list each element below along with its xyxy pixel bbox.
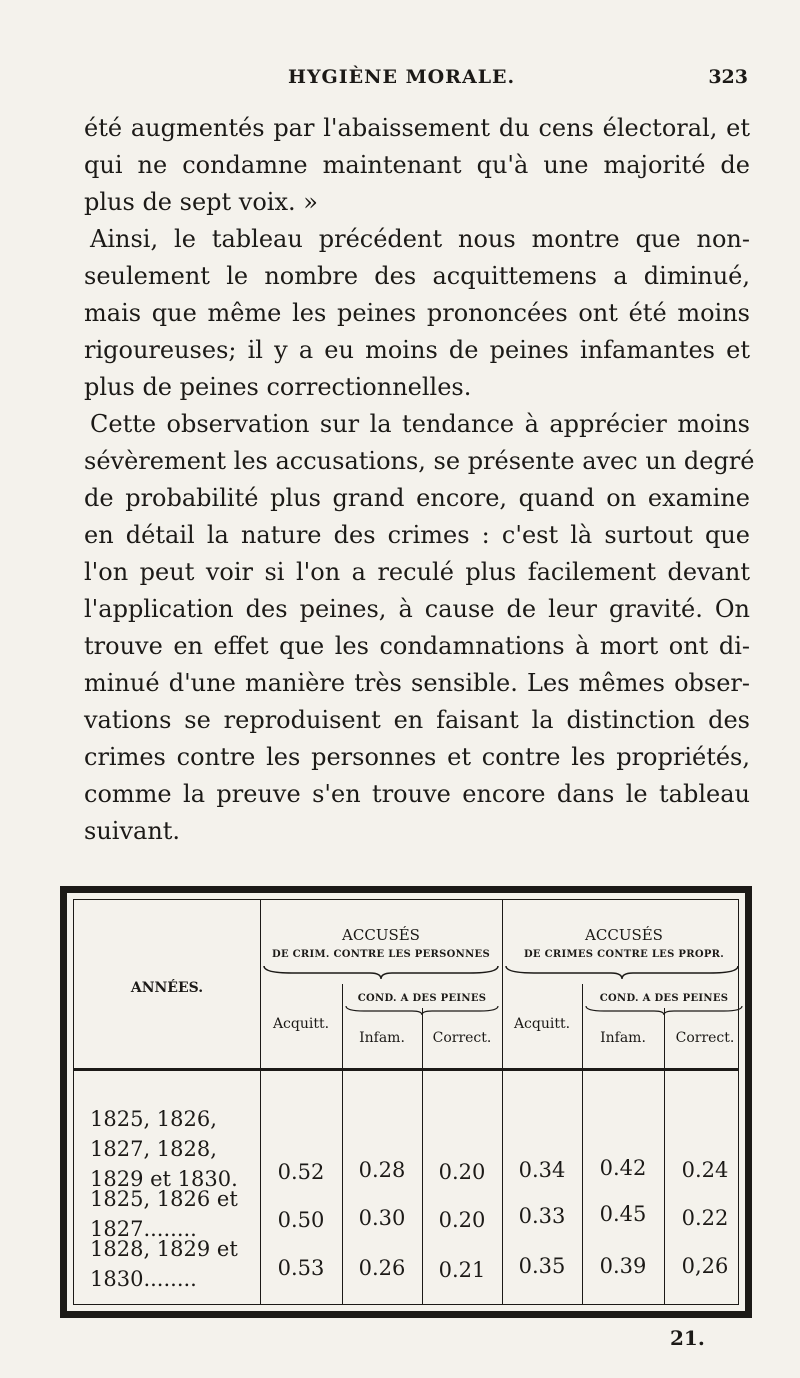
text-line: été augmentés par l'abaissement du cens électoral, et: [84, 114, 750, 142]
running-head: [80, 66, 748, 96]
text-line: trouve en effet que les condamnations à mort ont di-: [84, 632, 750, 660]
group1-title: ACCUSÉS: [342, 926, 420, 944]
text-line: rigoureuses; il y a eu moins de peines infamantes et: [84, 336, 750, 364]
table-cell: 0.20: [438, 1208, 486, 1232]
group2-subtitle: DE CRIMES CONTRE LES PROPR.: [523, 949, 725, 960]
text-line: vations se reproduisent en faisant la distinction des: [84, 706, 750, 734]
table-cell: 0.42: [599, 1156, 647, 1180]
table-cell: 0.34: [518, 1158, 566, 1182]
text-line: seulement le nombre des acquittemens a diminué,: [84, 262, 750, 290]
text-line: Cette observation sur la tendance à apprécier moins: [90, 410, 750, 438]
text-line: plus de sept voix. »: [84, 188, 318, 216]
group1-infam-header: Infam.: [359, 1030, 405, 1046]
group2-acquitt-header: Acquitt.: [513, 1016, 571, 1032]
text-line: l'application des peines, à cause de leur gravité. On: [84, 595, 750, 623]
text-line: plus de peines correctionnelles.: [84, 373, 472, 401]
text-line: comme la preuve s'en trouve encore dans le tableau: [84, 780, 750, 808]
text-line: Ainsi, le tableau précédent nous montre que non-: [90, 225, 750, 253]
text-line: de probabilité plus grand encore, quand on examine: [84, 484, 750, 512]
table-cell: 0.45: [599, 1202, 647, 1226]
table-cell: 0.33: [518, 1204, 566, 1228]
group2-cond-header: COND. A DES PEINES: [599, 993, 729, 1004]
group2-infam-header: Infam.: [600, 1030, 646, 1046]
year-line: 1829 et 1830.: [90, 1167, 238, 1191]
text-line: qui ne condamne maintenant qu'à une majorité de: [84, 151, 750, 179]
group2-brace: [504, 964, 740, 980]
year-line: 1830........: [90, 1267, 197, 1291]
signature-mark: 21.: [670, 1326, 705, 1350]
column-rule: [502, 900, 503, 1304]
year-line: 1827........: [90, 1217, 197, 1241]
table-cell: 0.22: [681, 1206, 729, 1230]
row3-years: [90, 1234, 238, 1294]
paragraph-2: [84, 221, 750, 406]
table-cell: 0.20: [438, 1160, 486, 1184]
year-line: 1825, 1826,: [90, 1107, 217, 1131]
group1-subtitle: DE CRIM. CONTRE LES PERSONNES: [272, 949, 490, 960]
header-rule: [74, 1068, 738, 1071]
page-number: 323: [708, 66, 748, 88]
text-line: mais que même les peines prononcées ont été moins: [84, 299, 750, 327]
table-cell: 0.50: [277, 1208, 325, 1232]
table-cell: 0,26: [681, 1254, 729, 1278]
group1-acquitt-header: Acquitt.: [272, 1016, 330, 1032]
year-line: 1828, 1829 et: [90, 1237, 238, 1261]
text-line: en détail la nature des crimes : c'est là surtout que: [84, 521, 750, 549]
paragraph-3: [84, 406, 755, 850]
column-rule: [260, 900, 261, 1304]
group1-correct-header: Correct.: [432, 1030, 492, 1046]
year-line: 1825, 1826 et: [90, 1187, 238, 1211]
years-header: ANNÉES.: [130, 980, 204, 996]
group2-cond-brace: [584, 1004, 744, 1016]
paragraph-1: [84, 110, 750, 221]
group1-brace: [262, 964, 500, 980]
group1-cond-brace: [344, 1004, 500, 1016]
table-cell: 0.39: [599, 1254, 647, 1278]
table-cell: 0.24: [681, 1158, 729, 1182]
text-line: suivant.: [84, 817, 181, 845]
table-cell: 0.28: [358, 1158, 406, 1182]
table-cell: 0.35: [518, 1254, 566, 1278]
text-line: sévèrement les accusations, se présente avec un degré: [84, 447, 755, 475]
table-inner-border: [73, 899, 739, 1305]
group1-cond-header: COND. A DES PEINES: [357, 993, 487, 1004]
year-line: 1827, 1828,: [90, 1137, 217, 1161]
row1-years: [90, 1104, 238, 1194]
group2-correct-header: Correct.: [675, 1030, 735, 1046]
text-line: minué d'une manière très sensible. Les mêmes obser-: [84, 669, 750, 697]
running-title: HYGIÈNE MORALE.: [288, 66, 516, 88]
table-cell: 0.30: [358, 1206, 406, 1230]
statistics-table: [60, 886, 752, 1318]
text-line: l'on peut voir si l'on a reculé plus facilement devant: [84, 558, 750, 586]
text-line: crimes contre les personnes et contre les propriétés,: [84, 743, 750, 771]
body-text: [84, 110, 755, 850]
table-cell: 0.21: [438, 1258, 486, 1282]
table-cell: 0.52: [277, 1160, 325, 1184]
table-cell: 0.53: [277, 1256, 325, 1280]
group2-title: ACCUSÉS: [585, 926, 663, 944]
table-cell: 0.26: [358, 1256, 406, 1280]
